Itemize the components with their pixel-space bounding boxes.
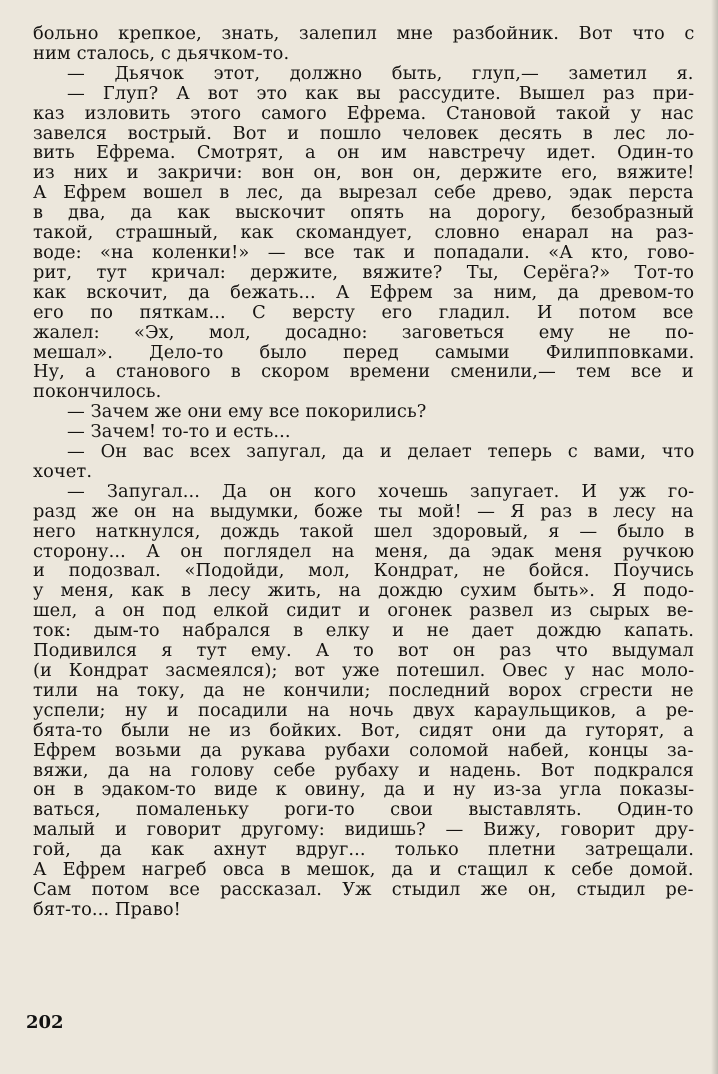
text-line: Ефрем возьми да рукава рубахи соломой набей, концы за-: [33, 739, 694, 761]
text-line: ток: дым-то набрался в елку и не дает дождю капать.: [33, 620, 695, 642]
text-line: вяжи, да на голову себе рубаху и надень. Вот подкрался: [33, 759, 694, 781]
text-line: и подозвал. «Подойди, мол, Кондрат, не бойся. Поучись: [33, 560, 694, 582]
text-line: такой, страшный, как скомандует, словно енарал на раз-: [33, 222, 694, 244]
text-line: воде: «на коленки!» — все так и попадали. «А кто, гово-: [33, 241, 695, 263]
text-line: завелся вострый. Вот и пошло человек десять в лес ло-: [33, 122, 695, 144]
page-number: 202: [26, 1012, 64, 1033]
text-line: бята-то были не из бойких. Вот, сидят они да гуторят, а: [33, 719, 694, 741]
text-line: он в эдаком-то виде к овину, да и ну из-за угла показы-: [33, 779, 695, 801]
text-line: из них и закричи: вон он, вон он, держите его, вяжите!: [33, 162, 695, 184]
text-line: Ну, а станового в скором времени сменили,— тем все и: [33, 361, 694, 383]
text-line: жалел: «Эх, мол, досадно: заговеться ему не по-: [33, 321, 694, 343]
text-line: — Глуп? А вот это как вы рассудите. Вышел раз при-: [67, 82, 695, 104]
text-line: — Зачем же они ему все покорились?: [67, 401, 427, 423]
text-line: как вскочит, да бежать... А Ефрем за ним, да древом-то: [33, 281, 695, 303]
page-edge-shadow: [711, 0, 718, 1074]
text-line: тили на току, да не кончили; последний ворох сгрести не: [33, 679, 694, 701]
text-line: него наткнулся, дождь такой шел здоровый, я — было в: [33, 520, 695, 542]
text-line: Сам потом все рассказал. Уж стыдил же он, стыдил ре-: [33, 878, 694, 900]
text-line: А Ефрем нагреб овса в мешок, да и стащил к себе домой.: [33, 859, 694, 881]
text-line: ваться, помаленьку роги-то свои выставлять. Один-то: [33, 799, 694, 821]
text-line: его по пяткам... С версту его гладил. И потом все: [33, 301, 694, 323]
text-line: мешал». Дело-то было перед самыми Филипповками.: [33, 341, 695, 363]
text-line: — Зачем! то-то и есть...: [67, 421, 291, 443]
text-line: хочет.: [33, 460, 93, 482]
text-line: каз изловить этого самого Ефрема. Становой такой у нас: [33, 102, 694, 124]
text-line: малый и говорит другому: видишь? — Вижу, говорит дру-: [33, 819, 695, 841]
text-line: — Он вас всех запугал, да и делает теперь с вами, что: [67, 441, 695, 463]
text-line: гой, да как ахнут вдруг... только плетни затрещали.: [33, 839, 694, 861]
text-line: рит, тут кричал: держите, вяжите? Ты, Серёга?» Тот-то: [33, 261, 695, 283]
page-text: [33, 24, 694, 920]
text-line: — Запугал... Да он кого хочешь запугает. И уж го-: [67, 480, 695, 502]
text-line: вить Ефрема. Смотрят, а он им навстречу идет. Один-то: [33, 142, 694, 164]
text-line: шел, а он под елкой сидит и огонек развел из сырых ве-: [33, 600, 694, 622]
text-line: — Дьячок этот, должно быть, глуп,— заметил я.: [67, 62, 694, 84]
text-line: сторону... А он поглядел на меня, да эдак меня ручкою: [33, 540, 695, 562]
text-line: в два, да как выскочит опять на дорогу, безобразный: [33, 202, 695, 224]
text-line: (и Кондрат засмеялся); вот уже потешил. Овес у нас моло-: [33, 660, 695, 681]
text-line: успели; ну и посадили на ночь двух караульщиков, а ре-: [33, 699, 694, 721]
text-line: Подивился я тут ему. А то вот он раз что выдумал: [33, 640, 694, 662]
text-line: покончилось.: [33, 381, 162, 403]
text-line: бят-то... Право!: [33, 898, 181, 920]
text-line: А Ефрем вошел в лес, да вырезал себе древо, эдак перста: [33, 182, 694, 204]
text-line: разд же он на выдумки, боже ты мой! — Я раз в лесу на: [33, 500, 694, 522]
text-line: у меня, как в лесу жить, на дождю сухим быть». Я подо-: [33, 580, 695, 602]
text-line: ним сталось, с дьячком-то.: [33, 42, 290, 64]
text-line: больно крепкое, знать, залепил мне разбойник. Вот что с: [33, 23, 695, 44]
